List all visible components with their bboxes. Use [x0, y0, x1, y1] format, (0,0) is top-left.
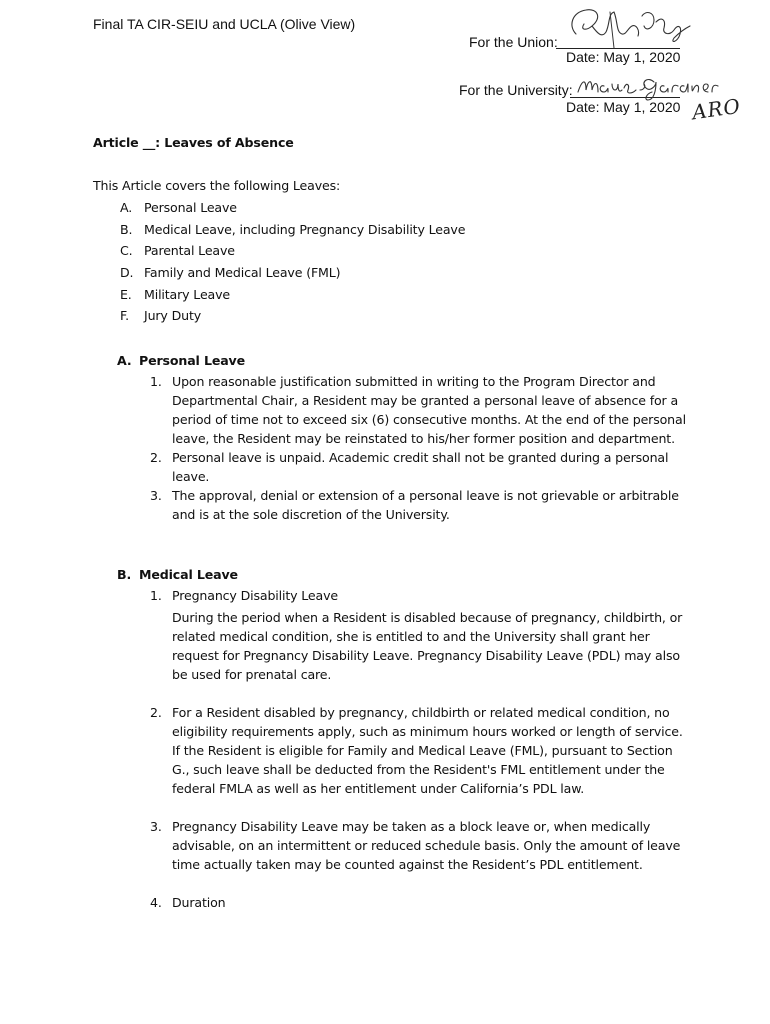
- item-number: 3.: [150, 488, 162, 503]
- item-text: Personal leave is unpaid. Academic credit shall not be granted during a personal leave.: [172, 450, 669, 484]
- section-title: Medical Leave: [139, 567, 238, 582]
- leaves-list: [120, 198, 465, 328]
- item-text: Upon reasonable justification submitted in writing to the Program Director and Departmental Chair, a Resident may be granted a personal leave of absence for a period of time not to exceed six (6) consecutive months. At the end of the personal leave, the Resident may be reinstated to his/her former position and department.: [172, 374, 686, 446]
- list-item: [120, 241, 465, 263]
- list-text: Personal Leave: [144, 200, 237, 215]
- list-letter: E.: [120, 286, 132, 302]
- list-item: [117, 586, 692, 684]
- item-title: Pregnancy Disability Leave: [172, 588, 338, 603]
- item-text: During the period when a Resident is disabled because of pregnancy, childbirth, or related medical condition, she is entitled to and the University shall grant her request for Pregnancy Disability Leave. Pregnancy Disability Leave (PDL) may also be used for prenatal care.: [172, 610, 683, 682]
- medical-leave-items: [117, 586, 692, 912]
- list-item: [117, 703, 692, 798]
- university-initials: ARO: [690, 93, 743, 125]
- list-item: [120, 285, 465, 307]
- personal-leave-items: [117, 372, 692, 524]
- document-header-title: Final TA CIR-SEIU and UCLA (Olive View): [93, 16, 356, 32]
- list-text: Military Leave: [144, 286, 231, 302]
- list-item: [120, 220, 465, 242]
- section-medical-leave: [117, 565, 692, 912]
- list-letter: F.: [120, 308, 129, 324]
- article-intro: This Article covers the following Leaves:: [93, 178, 341, 193]
- section-letter: A.: [117, 353, 132, 368]
- list-text: Jury Duty: [144, 308, 202, 324]
- list-text: Family and Medical Leave (FML): [144, 265, 341, 281]
- item-number: 2.: [150, 705, 162, 720]
- article-title: Article __: Leaves of Absence: [93, 135, 294, 150]
- union-signature-label: For the Union:: [469, 34, 558, 50]
- item-number: 3.: [150, 819, 162, 834]
- item-number: 1.: [150, 588, 162, 603]
- item-text: Duration: [172, 895, 226, 910]
- list-letter: C.: [120, 243, 133, 259]
- section-heading: [117, 351, 692, 370]
- list-letter: D.: [120, 265, 134, 281]
- section-heading: [117, 565, 692, 584]
- list-item: [120, 263, 465, 285]
- item-number: 1.: [150, 374, 162, 389]
- list-item: [120, 306, 465, 328]
- list-letter: B.: [120, 221, 133, 237]
- list-text: Medical Leave, including Pregnancy Disability Leave: [144, 221, 466, 237]
- section-letter: B.: [117, 567, 132, 582]
- union-signature: [562, 4, 692, 50]
- list-text: Parental Leave: [144, 243, 235, 259]
- list-item: [117, 817, 692, 874]
- university-signature-date: Date: May 1, 2020: [566, 99, 681, 115]
- list-item: [117, 448, 692, 486]
- list-letter: A.: [120, 200, 133, 215]
- item-number: 2.: [150, 450, 162, 465]
- item-text: Pregnancy Disability Leave may be taken as a block leave or, when medically advisable, on an intermittent or reduced schedule basis. Only the amount of leave time actually taken may be counted against the Resident’s PDL entitlement.: [172, 819, 681, 872]
- item-number: 4.: [150, 895, 162, 910]
- list-item: [117, 372, 692, 448]
- list-item: [117, 893, 692, 912]
- university-signature-label: For the University:: [459, 82, 573, 98]
- item-text: For a Resident disabled by pregnancy, childbirth or related medical condition, no eligibility requirements apply, such as minimum hours worked or length of service. If the Resident is eligible for Family and Medical Leave (FML), pursuant to Section G., such leave shall be deducted from the Resident's FML entitlement under the federal FMLA as well as her entitlement under California’s PDL law.: [172, 705, 683, 796]
- list-item: [117, 486, 692, 524]
- section-personal-leave: [117, 351, 692, 524]
- union-signature-date: Date: May 1, 2020: [566, 49, 681, 65]
- list-item: [120, 198, 465, 220]
- item-text: The approval, denial or extension of a personal leave is not grievable or arbitrable and is at the sole discretion of the University.: [172, 488, 679, 522]
- section-title: Personal Leave: [139, 353, 246, 368]
